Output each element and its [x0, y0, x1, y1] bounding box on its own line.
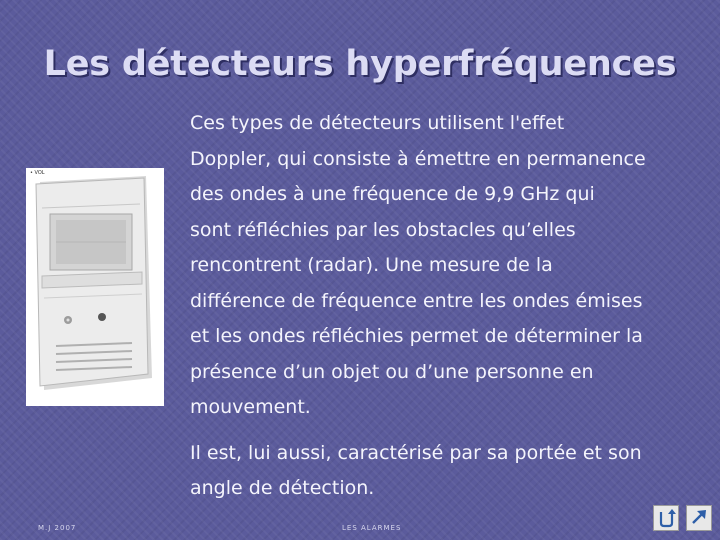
photo-label: • VOL: [30, 170, 45, 176]
slide-body: [190, 106, 710, 507]
next-slide-button[interactable]: [686, 505, 712, 531]
footer-author-date: M.J 2007: [38, 524, 77, 532]
paragraph-range: Il est, lui aussi, caractérisé par sa portée et son angle de détection.: [190, 441, 642, 499]
slide-title: Les détecteurs hyperfréquences: [43, 44, 677, 84]
footer-title: LES ALARMES: [342, 524, 402, 532]
return-button[interactable]: [653, 505, 679, 531]
return-arrow-icon: [654, 506, 678, 530]
detector-photo: [26, 168, 164, 406]
next-slide-icon: [687, 506, 711, 530]
paragraph-doppler: Ces types de détecteurs utilisent l'effet Doppler, qui consiste à émettre en permanence des ondes à une fréquence de 9,9 GHz qui sont réfléchies par les obstacles qu’elles rencontrent (radar). Une mesure de la différence de fréquence entre les ondes émises et les ondes réfléchies permet de déterminer la présence d’un objet ou d’une personne en mouvement.: [190, 112, 646, 418]
microwave-detector-illustration: [26, 168, 164, 406]
